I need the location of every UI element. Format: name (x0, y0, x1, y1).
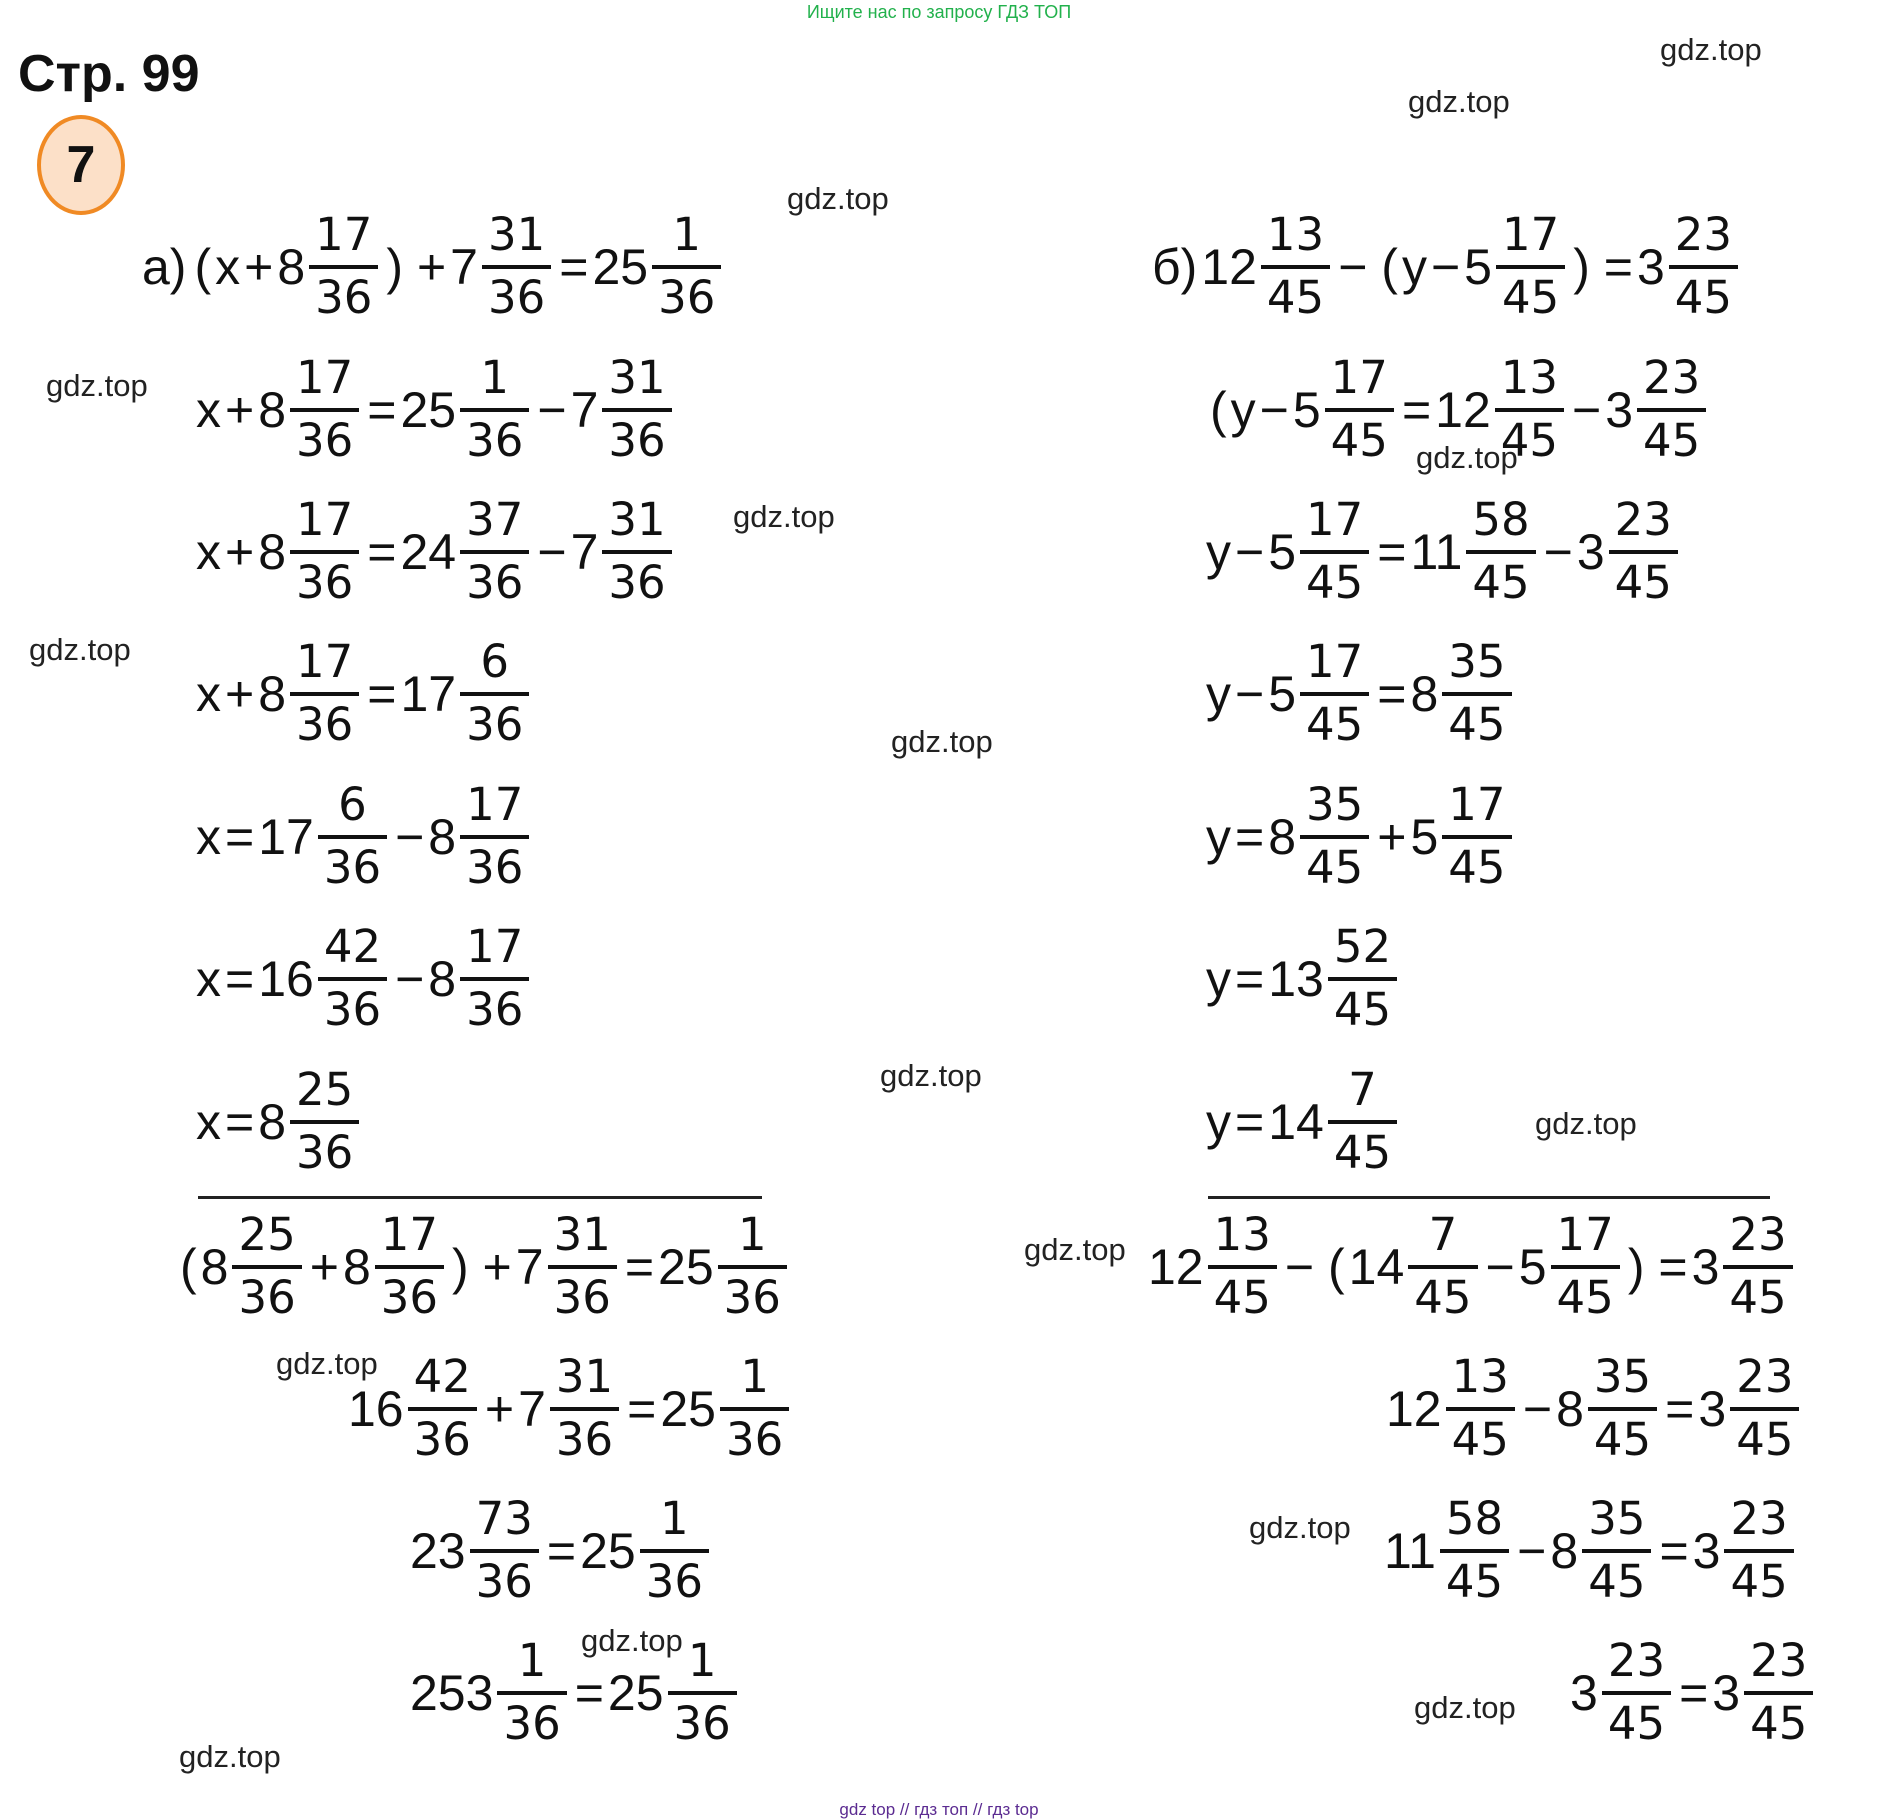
whole: 8 (428, 808, 457, 865)
whole: 5 (1464, 238, 1492, 295)
fraction (640, 1490, 709, 1611)
fraction (460, 633, 529, 754)
numerator: 58 (1472, 493, 1530, 546)
check-b-1: 12 $\frac{13}{45}$ − ( 14 $\frac{7}{45}$ − 5 $\frac{17}{45}$ ) = 3 $\frac{23}{45}$ (1148, 1206, 1797, 1327)
denominator: 45 (1556, 1270, 1614, 1324)
step-b-4: y = 8 $\frac{35}{45}$ + 5 $\frac{17}{45}$ (1206, 776, 1516, 897)
whole: 5 (1410, 808, 1439, 865)
numerator: 17 (466, 920, 524, 973)
denominator: 45 (1414, 1270, 1472, 1324)
watermark: gdz.top (46, 368, 148, 403)
denominator: 36 (487, 270, 546, 324)
step-a-3: x + 8 $\frac{17}{36}$ = 17 $\frac{6}{36}$ (196, 633, 533, 754)
denominator: 45 (1730, 1554, 1788, 1608)
fraction (1208, 1206, 1277, 1327)
fraction (1730, 1348, 1799, 1469)
denominator: 45 (1472, 555, 1530, 609)
whole: 16 (258, 950, 314, 1007)
denominator: 45 (1333, 1125, 1392, 1179)
numerator: 52 (1333, 920, 1392, 973)
watermark: gdz.top (1024, 1232, 1126, 1267)
whole: 23 (410, 1522, 466, 1579)
check-a-1: ( 8 $\frac{25}{36}$ + 8 $\frac{17}{36}$ ) + 7 $\frac{31}{36}$ = 25 $\frac{1}{36}$ (176, 1206, 791, 1327)
denominator: 36 (296, 1125, 354, 1179)
check-a-3: 23 $\frac{73}{36}$ = 25 $\frac{1}{36}$ (410, 1490, 713, 1611)
fraction (375, 1206, 444, 1327)
denominator: 36 (466, 555, 524, 609)
whole: 3 (1692, 1522, 1721, 1579)
numerator: 17 (1306, 635, 1364, 688)
whole: 25 (592, 238, 649, 295)
numerator: 31 (608, 351, 666, 404)
fraction (1744, 1632, 1813, 1753)
numerator: 23 (1674, 208, 1733, 261)
fraction (232, 1206, 301, 1327)
whole: 16 (348, 1380, 404, 1437)
whole: 11 (1410, 523, 1463, 580)
whole: 253 (410, 1664, 494, 1721)
numerator: 35 (1593, 1350, 1652, 1403)
fraction (1408, 1206, 1477, 1327)
check-b-3: 11 $\frac{58}{45}$ − 8 $\frac{35}{45}$ = 3 $\frac{23}{45}$ (1384, 1490, 1798, 1611)
numerator: 23 (1750, 1634, 1808, 1687)
watermark: gdz.top (179, 1739, 281, 1774)
fraction (460, 349, 529, 470)
watermark: gdz.top (733, 499, 835, 534)
whole: 8 (277, 238, 306, 295)
numerator: 17 (466, 778, 524, 831)
fraction (652, 206, 721, 327)
numerator: 23 (1729, 1208, 1787, 1261)
denominator: 36 (323, 840, 382, 894)
denominator: 36 (475, 1554, 533, 1608)
label-b: б) (1152, 238, 1198, 295)
fraction (1328, 918, 1397, 1039)
watermark: gdz.top (1249, 1510, 1351, 1545)
whole: 8 (258, 1093, 287, 1150)
step-a-2: x + 8 $\frac{17}{36}$ = 24 $\frac{37}{36}$ − 7 $\frac{31}{36}$ (196, 491, 676, 612)
numerator: 25 (296, 1063, 354, 1116)
variable: y (1206, 950, 1231, 1007)
step-a-6: x = 8 $\frac{25}{36}$ (196, 1061, 363, 1182)
watermark: gdz.top (1660, 32, 1762, 67)
whole: 7 (515, 1238, 544, 1295)
step-b-2: y − 5 $\frac{17}{45}$ = 11 $\frac{58}{45}$ − 3 $\frac{23}{45}$ (1206, 491, 1682, 612)
whole: 8 (258, 665, 287, 722)
denominator: 45 (1500, 413, 1559, 467)
denominator: 36 (466, 982, 524, 1036)
numerator: 1 (517, 1634, 547, 1687)
whole: 5 (1268, 665, 1297, 722)
variable: x (196, 381, 221, 438)
fraction (290, 349, 359, 470)
numerator: 17 (296, 351, 354, 404)
whole: 12 (1201, 238, 1257, 295)
fraction (550, 1348, 619, 1469)
whole: 8 (1410, 665, 1439, 722)
numerator: 17 (1306, 493, 1364, 546)
numerator: 13 (1213, 1208, 1271, 1261)
equation-b: б) 12 $\frac{13}{45}$ − ( y − 5 $\frac{17}{45}$ ) = 3 $\frac{23}{45}$ (1148, 206, 1742, 327)
whole: 25 (658, 1238, 714, 1295)
page-title: Стр. 99 (18, 45, 200, 103)
step-b-3: y − 5 $\frac{17}{45}$ = 8 $\frac{35}{45}$ (1206, 633, 1516, 754)
numerator: 58 (1445, 1492, 1504, 1545)
denominator: 36 (726, 1412, 784, 1466)
step-a-5: x = 16 $\frac{42}{36}$ − 8 $\frac{17}{36}$ (196, 918, 533, 1039)
variable: x (196, 808, 221, 865)
watermark: gdz.top (581, 1623, 683, 1658)
step-a-1: x + 8 $\frac{17}{36}$ = 25 $\frac{1}{36}$ − 7 $\frac{31}{36}$ (196, 349, 676, 470)
whole: 3 (1691, 1238, 1720, 1295)
fraction (470, 1490, 539, 1611)
numerator: 31 (608, 493, 666, 546)
watermark: gdz.top (880, 1058, 982, 1093)
denominator: 36 (723, 1270, 781, 1324)
denominator: 36 (380, 1270, 439, 1324)
fraction (1496, 206, 1565, 327)
numerator: 6 (338, 778, 367, 831)
denominator: 45 (1729, 1270, 1787, 1324)
whole: 7 (570, 381, 599, 438)
whole: 25 (400, 381, 457, 438)
numerator: 37 (466, 493, 524, 546)
whole: 12 (1148, 1238, 1204, 1295)
denominator: 45 (1501, 270, 1560, 324)
whole: 8 (258, 381, 287, 438)
whole: 17 (258, 808, 314, 865)
numerator: 23 (1614, 493, 1672, 546)
numerator: 17 (1330, 351, 1388, 404)
numerator: 1 (687, 1634, 717, 1687)
whole: 3 (1570, 1664, 1598, 1721)
numerator: 1 (740, 1350, 769, 1403)
numerator: 1 (660, 1492, 689, 1545)
fraction (718, 1206, 787, 1327)
variable: y (1401, 238, 1427, 295)
task-number-badge: 7 (37, 115, 125, 215)
fraction (1609, 491, 1678, 612)
fraction (602, 349, 671, 470)
whole: 8 (200, 1238, 229, 1295)
variable: y (1206, 665, 1231, 722)
whole: 8 (342, 1238, 371, 1295)
numerator: 17 (296, 635, 354, 688)
fraction (720, 1348, 789, 1469)
fraction (1442, 633, 1511, 754)
fraction (497, 1632, 566, 1753)
whole: 24 (400, 523, 457, 580)
denominator: 36 (466, 840, 524, 894)
fraction (318, 918, 387, 1039)
denominator: 36 (555, 1412, 614, 1466)
fraction (1300, 491, 1369, 612)
numerator: 7 (1428, 1208, 1458, 1261)
check-a-2: 16 $\frac{42}{36}$ + 7 $\frac{31}{36}$ = 25 $\frac{1}{36}$ (348, 1348, 793, 1469)
fraction (1328, 1061, 1397, 1182)
whole: 8 (1550, 1522, 1579, 1579)
numerator: 17 (1556, 1208, 1614, 1261)
variable: y (1206, 1093, 1231, 1150)
whole: 3 (1636, 238, 1665, 295)
numerator: 7 (1348, 1063, 1377, 1116)
denominator: 36 (238, 1270, 296, 1324)
variable: x (196, 665, 221, 722)
fraction (1495, 349, 1564, 470)
whole: 8 (1268, 808, 1297, 865)
check-b-4: 3 $\frac{23}{45}$ = 3 $\frac{23}{45}$ (1570, 1632, 1817, 1753)
fraction (290, 1061, 359, 1182)
denominator: 45 (1448, 840, 1506, 894)
variable: y (1230, 381, 1256, 438)
whole: 14 (1268, 1093, 1324, 1150)
fraction (460, 776, 529, 897)
variable: x (196, 1093, 221, 1150)
whole: 3 (1605, 381, 1634, 438)
denominator: 45 (1213, 1270, 1271, 1324)
step-b-5: y = 13 $\frac{52}{45}$ (1206, 918, 1401, 1039)
numerator: 23 (1730, 1492, 1788, 1545)
numerator: 1 (737, 1208, 767, 1261)
whole: 17 (400, 665, 457, 722)
fraction (1442, 776, 1511, 897)
denominator: 36 (296, 697, 354, 751)
denominator: 36 (296, 555, 354, 609)
denominator: 36 (673, 1696, 731, 1750)
fraction (1300, 776, 1369, 897)
top-banner: Ищите нас по запросу ГДЗ ТОП (806, 2, 1072, 22)
step-b-6: y = 14 $\frac{7}{45}$ (1206, 1061, 1401, 1182)
whole: 8 (428, 950, 457, 1007)
numerator: 23 (1643, 351, 1701, 404)
whole: 11 (1384, 1522, 1436, 1579)
whole: 8 (258, 523, 287, 580)
check-divider-a (198, 1196, 762, 1199)
numerator: 1 (480, 351, 510, 404)
step-b-1: ( y − 5 $\frac{17}{45}$ = 12 $\frac{13}{45}$ − 3 $\frac{23}{45}$ (1206, 349, 1710, 470)
fraction (1261, 206, 1330, 327)
numerator: 17 (380, 1208, 439, 1261)
denominator: 36 (658, 270, 716, 324)
numerator: 1 (672, 208, 702, 261)
fraction (290, 633, 359, 754)
numerator: 6 (480, 635, 510, 688)
numerator: 13 (1500, 351, 1559, 404)
fraction (1325, 349, 1394, 470)
fraction (460, 918, 529, 1039)
variable: x (215, 238, 241, 295)
variable: y (1206, 523, 1231, 580)
fraction (548, 1206, 617, 1327)
denominator: 36 (608, 413, 666, 467)
denominator: 45 (1593, 1412, 1652, 1466)
denominator: 45 (1445, 1554, 1504, 1608)
variable: x (196, 523, 221, 580)
watermark: gdz.top (1535, 1106, 1637, 1141)
fraction (1588, 1348, 1657, 1469)
numerator: 13 (1266, 208, 1325, 261)
label-a: а) (142, 238, 187, 295)
numerator: 35 (1588, 1492, 1646, 1545)
variable: y (1206, 808, 1231, 865)
fraction (1300, 633, 1369, 754)
numerator: 42 (323, 920, 382, 973)
fraction (1724, 1490, 1793, 1611)
numerator: 17 (296, 493, 354, 546)
fraction (408, 1348, 477, 1469)
denominator: 45 (1451, 1412, 1509, 1466)
fraction (1466, 491, 1535, 612)
denominator: 45 (1607, 1696, 1666, 1750)
denominator: 36 (608, 555, 666, 609)
watermark: gdz.top (891, 724, 993, 759)
numerator: 13 (1451, 1350, 1509, 1403)
denominator: 36 (413, 1412, 471, 1466)
whole: 14 (1348, 1238, 1405, 1295)
numerator: 17 (315, 208, 373, 261)
whole: 3 (1698, 1380, 1727, 1437)
numerator: 42 (413, 1350, 471, 1403)
step-a-4: x = 17 $\frac{6}{36}$ − 8 $\frac{17}{36}$ (196, 776, 533, 897)
denominator: 36 (466, 413, 524, 467)
fraction (1446, 1348, 1515, 1469)
whole: 5 (1518, 1238, 1547, 1295)
denominator: 36 (553, 1270, 611, 1324)
denominator: 36 (503, 1696, 561, 1750)
numerator: 23 (1607, 1634, 1666, 1687)
denominator: 45 (1643, 413, 1701, 467)
fraction (602, 491, 671, 612)
denominator: 45 (1306, 697, 1364, 751)
check-b-2: 12 $\frac{13}{45}$ − 8 $\frac{35}{45}$ = 3 $\frac{23}{45}$ (1386, 1348, 1803, 1469)
watermark: gdz.top (29, 632, 131, 667)
numerator: 31 (555, 1350, 614, 1403)
whole: 25 (580, 1522, 636, 1579)
denominator: 45 (1330, 413, 1388, 467)
whole: 5 (1268, 523, 1297, 580)
whole: 8 (1556, 1380, 1584, 1437)
denominator: 45 (1333, 982, 1392, 1036)
denominator: 45 (1306, 840, 1364, 894)
denominator: 45 (1448, 697, 1506, 751)
denominator: 45 (1266, 270, 1325, 324)
watermark: gdz.top (276, 1346, 378, 1381)
fraction (668, 1632, 737, 1753)
fraction (1602, 1632, 1671, 1753)
whole: 12 (1386, 1380, 1442, 1437)
numerator: 25 (238, 1208, 296, 1261)
whole: 7 (570, 523, 599, 580)
whole: 25 (660, 1380, 716, 1437)
whole: 25 (607, 1664, 664, 1721)
numerator: 73 (475, 1492, 533, 1545)
watermark: gdz.top (1408, 84, 1510, 119)
denominator: 36 (466, 697, 524, 751)
whole: 3 (1712, 1664, 1741, 1721)
fraction (482, 206, 551, 327)
whole: 12 (1435, 381, 1491, 438)
fraction (318, 776, 387, 897)
whole: 7 (518, 1380, 546, 1437)
check-divider-b (1208, 1196, 1770, 1199)
denominator: 45 (1750, 1696, 1808, 1750)
numerator: 35 (1448, 635, 1506, 688)
whole: 7 (450, 238, 478, 295)
watermark: gdz.top (1414, 1690, 1516, 1725)
whole: 13 (1268, 950, 1324, 1007)
whole: 3 (1576, 523, 1605, 580)
denominator: 45 (1674, 270, 1733, 324)
fraction (1637, 349, 1706, 470)
numerator: 17 (1448, 778, 1506, 831)
fraction (1723, 1206, 1792, 1327)
watermark: gdz.top (1416, 440, 1518, 475)
fraction (1440, 1490, 1509, 1611)
numerator: 31 (553, 1208, 611, 1261)
whole: 5 (1292, 381, 1321, 438)
fraction (290, 491, 359, 612)
fraction (1551, 1206, 1620, 1327)
fraction (309, 206, 378, 327)
denominator: 45 (1614, 555, 1672, 609)
equation-a: а) ( x + 8 $\frac{17}{36}$ ) + 7 $\frac{31}{36}$ = 25 $\frac{1}{36}$ (138, 206, 725, 327)
variable: x (196, 950, 221, 1007)
denominator: 45 (1588, 1554, 1646, 1608)
denominator: 45 (1736, 1412, 1794, 1466)
numerator: 31 (487, 208, 546, 261)
numerator: 17 (1501, 208, 1560, 261)
denominator: 36 (323, 982, 382, 1036)
fraction (1669, 206, 1738, 327)
watermark: gdz.top (787, 181, 889, 216)
fraction (460, 491, 529, 612)
fraction (1582, 1490, 1651, 1611)
denominator: 45 (1306, 555, 1364, 609)
check-a-4: 253 $\frac{1}{36}$ = 25 $\frac{1}{36}$ (410, 1632, 741, 1753)
bottom-banner: gdz top // гдз топ // гдз top (839, 1800, 1039, 1819)
denominator: 36 (296, 413, 354, 467)
numerator: 35 (1306, 778, 1364, 831)
denominator: 36 (315, 270, 373, 324)
denominator: 36 (645, 1554, 703, 1608)
numerator: 23 (1736, 1350, 1794, 1403)
